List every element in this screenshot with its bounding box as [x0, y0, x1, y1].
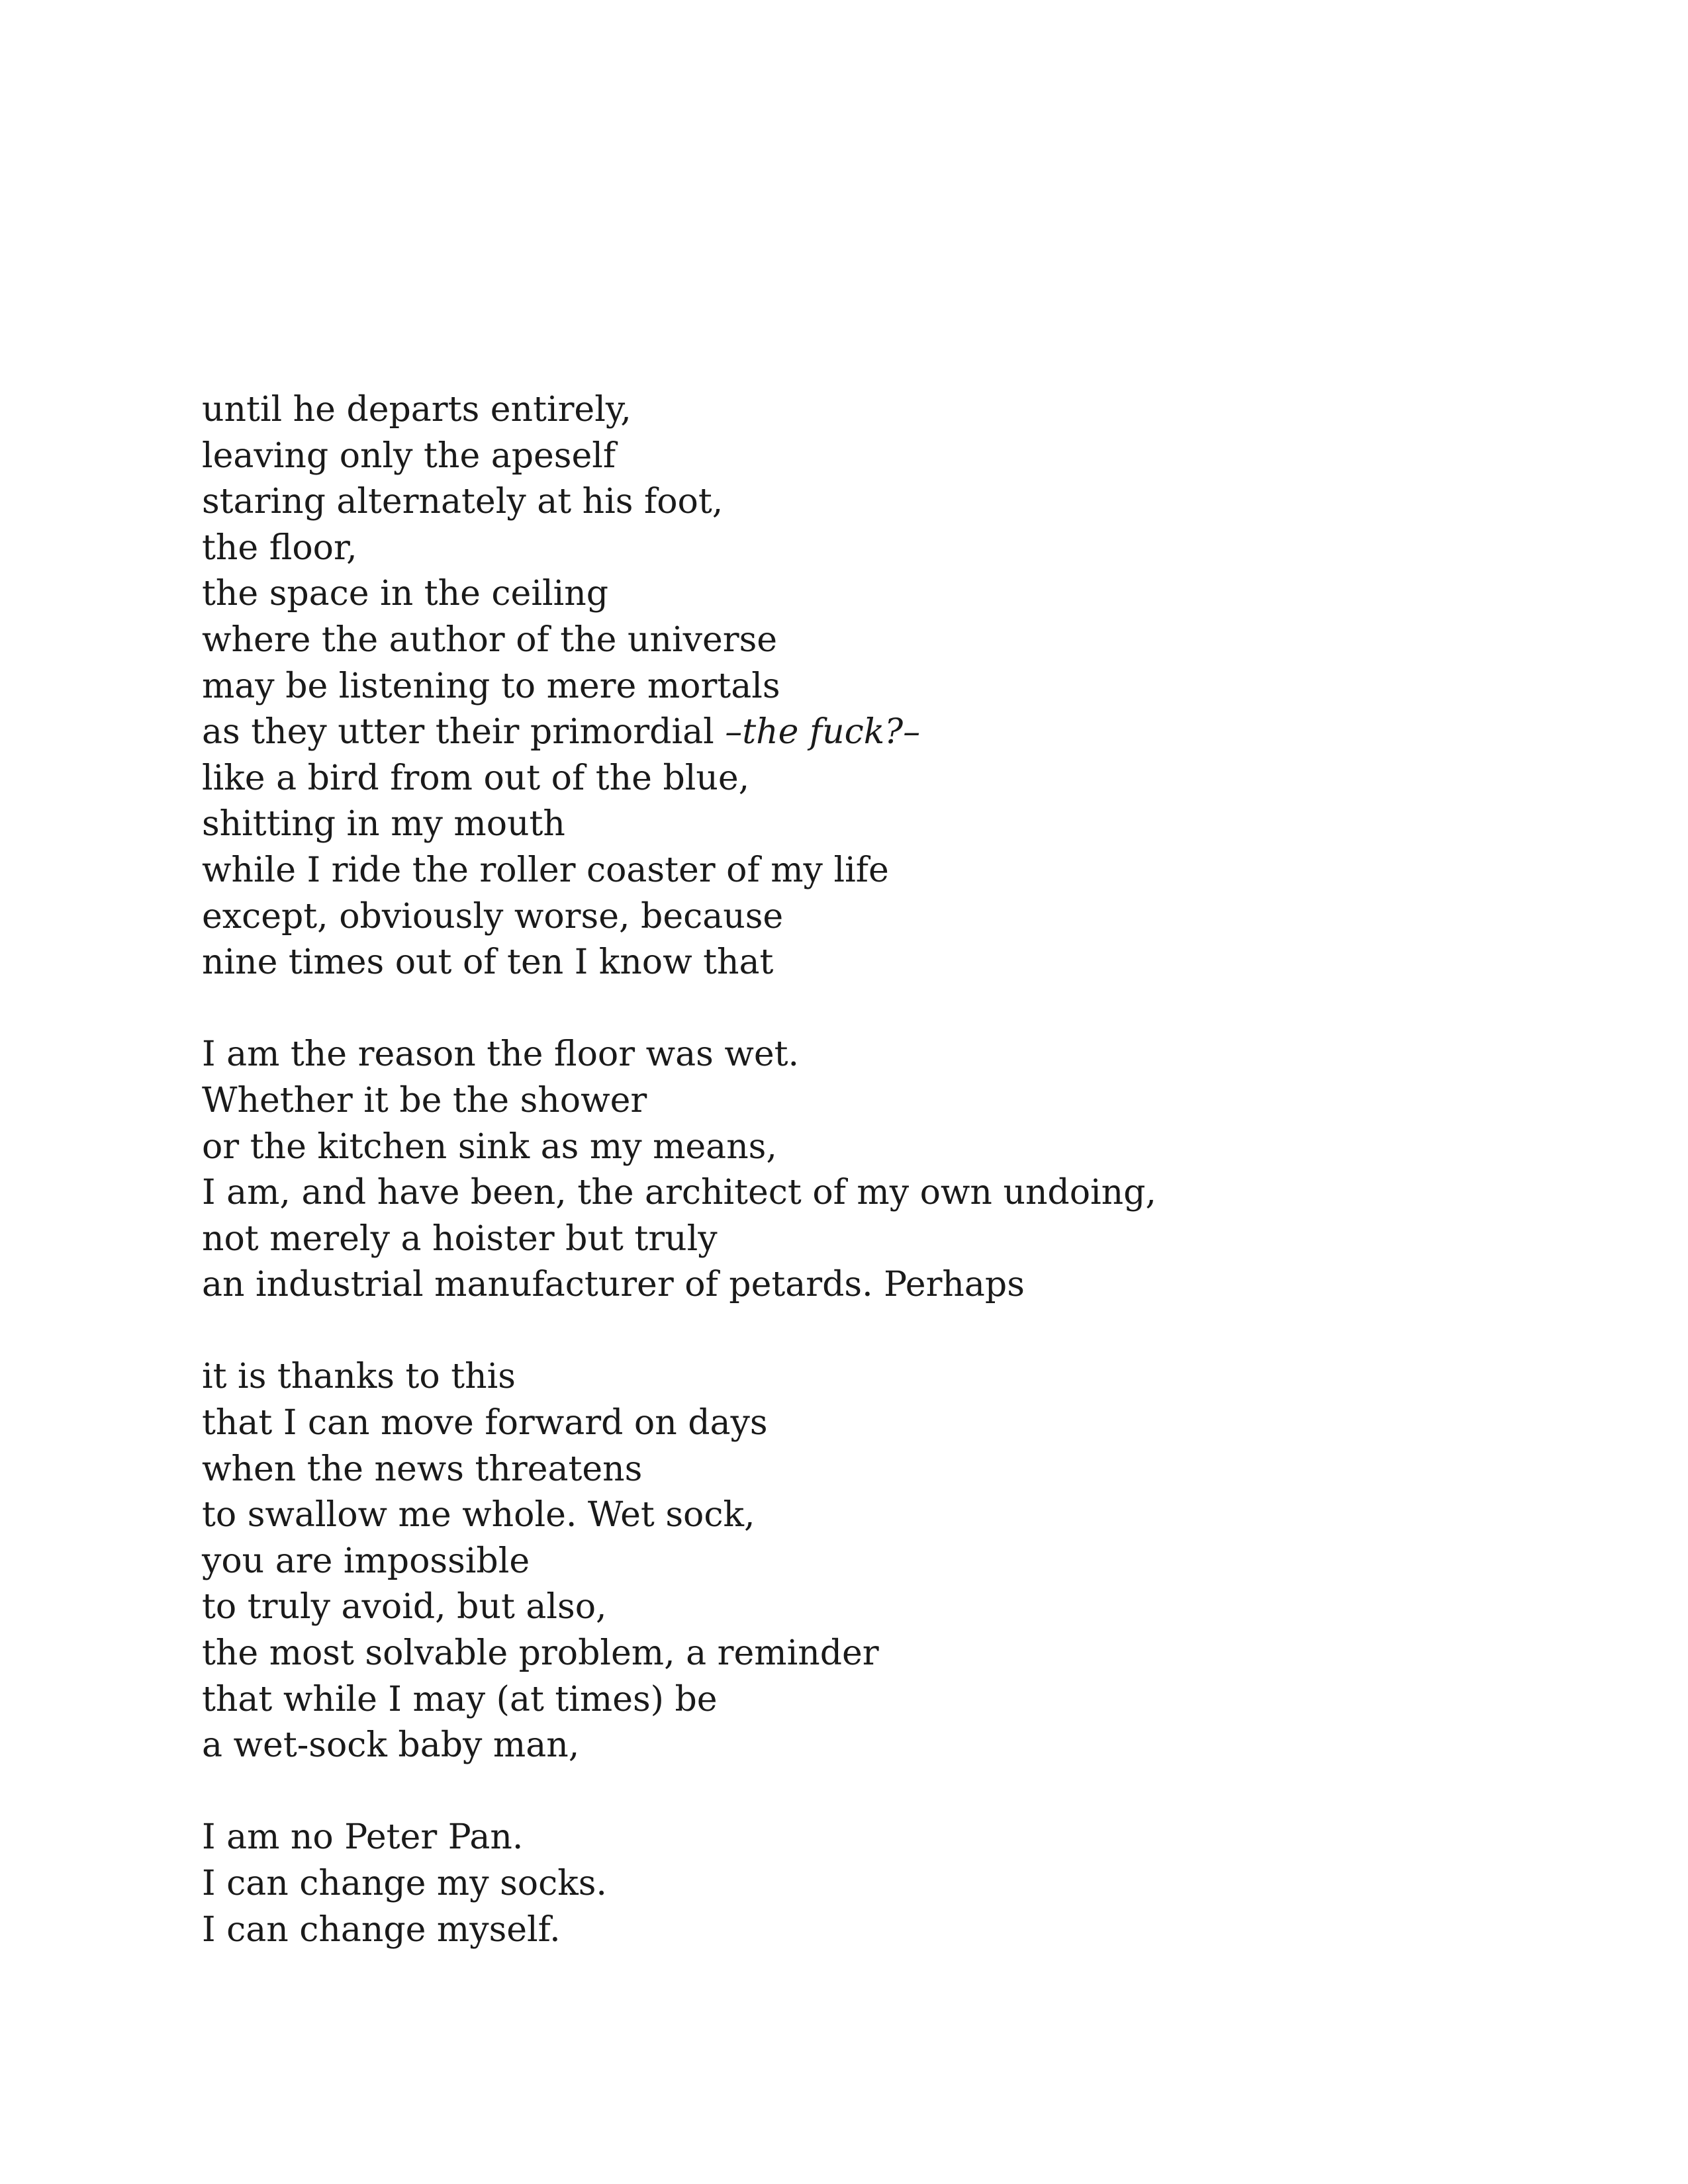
poem-line: where the author of the universe [202, 619, 778, 660]
stanza-2 [202, 1032, 1526, 1308]
poem-line: or the kitchen sink as my means, [202, 1126, 777, 1167]
poem-line: while I ride the roller coaster of my life [202, 850, 889, 890]
poem-line: I can change myself. [202, 1909, 561, 1950]
poem-line: to swallow me whole. Wet sock, [202, 1495, 755, 1535]
italic-phrase: –the fuck?– [725, 712, 921, 752]
poem-line-text: as they utter their primordial [202, 712, 726, 752]
stanza-3 [202, 1354, 1526, 1768]
poem-line: a wet-sock baby man, [202, 1725, 580, 1766]
poem-line: until he departs entirely, [202, 390, 632, 430]
poem-line: to truly avoid, but also, [202, 1587, 607, 1627]
poem-line: the space in the ceiling [202, 574, 608, 614]
poem-line: that while I may (at times) be [202, 1679, 718, 1719]
poem-line: except, obviously worse, because [202, 896, 784, 936]
poem-line: I am the reason the floor was wet. [202, 1034, 800, 1075]
poem-body [202, 387, 1526, 1953]
poem-line: an industrial manufacturer of petards. Perhaps [202, 1265, 1025, 1305]
poem-line: Whether it be the shower [202, 1080, 647, 1120]
poem-line: when the news threatens [202, 1449, 643, 1489]
poem-line: not merely a hoister but truly [202, 1218, 718, 1259]
poem-line: staring alternately at his foot, [202, 482, 724, 522]
poem-line: it is thanks to this [202, 1357, 516, 1397]
poem-line: you are impossible [202, 1541, 530, 1581]
stanza-break [202, 1769, 1526, 1815]
stanza-break [202, 986, 1526, 1032]
poem-line: may be listening to mere mortals [202, 666, 780, 706]
poem-line: I am, and have been, the architect of my own undoing, [202, 1173, 1156, 1213]
poem-line: shitting in my mouth [202, 804, 565, 844]
poem-line: the most solvable problem, a reminder [202, 1633, 879, 1674]
stanza-break [202, 1308, 1526, 1355]
poem-line: the floor, [202, 527, 357, 568]
stanza-1 [202, 387, 1526, 986]
poem-line: leaving only the apeself [202, 435, 616, 476]
poem-line: that I can move forward on days [202, 1403, 768, 1443]
stanza-4 [202, 1815, 1526, 1953]
poem-line: I can change my socks. [202, 1864, 607, 1903]
poem-line: nine times out of ten I know that [202, 942, 774, 983]
poem-line-mixed [202, 709, 1526, 756]
poem-line: like a bird from out of the blue, [202, 758, 750, 798]
poem-line: I am no Peter Pan. [202, 1817, 524, 1858]
